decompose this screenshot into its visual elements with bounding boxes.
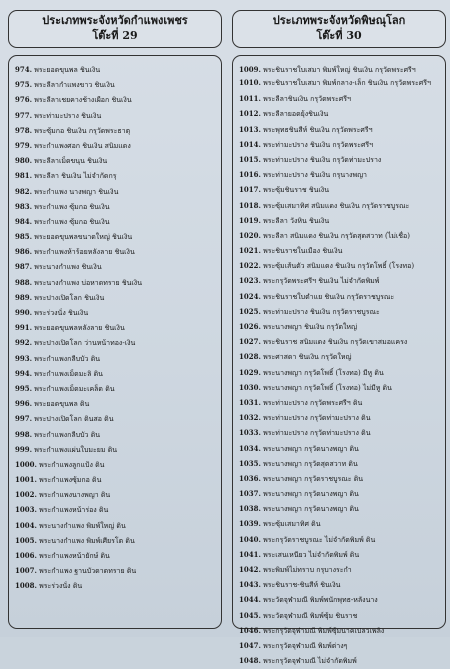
item-number: 1017. <box>239 185 261 195</box>
item-text: พระกำแพงหน้าร่อง ดิน <box>39 506 109 515</box>
item-number: 1007. <box>15 566 37 576</box>
list-item <box>239 198 441 213</box>
item-text: พระชินราชในเมือง ชินเงิน <box>263 247 343 256</box>
item-number: 1037. <box>239 489 261 499</box>
left-title: ประเภทพระจังหวัดกำแพงเพชร <box>42 14 188 27</box>
item-text: พระร่วงนั่ง ชินเงิน <box>34 309 89 317</box>
item-number: 981. <box>15 171 33 181</box>
list-item <box>239 182 441 197</box>
item-number: 990. <box>15 308 33 317</box>
right-title: ประเภทพระจังหวัดพิษณุโลก <box>272 14 406 27</box>
list-item <box>239 319 441 334</box>
list-item <box>239 304 441 319</box>
item-text: พระเสนเหนียว ไม่จำกัดพิมพ์ ดิน <box>263 550 360 559</box>
item-number: 974. <box>15 65 33 74</box>
list-item <box>239 334 441 349</box>
item-text: พระนางพญา กรุวัดสุดสวาท ดิน <box>263 459 358 468</box>
item-text: พระท่ามะปราง ชินเงิน กรุวัดท่ามะปราง <box>263 155 382 164</box>
item-number: 1038. <box>239 504 261 514</box>
item-text: พระท่ามะปราง ชินเงิน กรุนางพญา <box>263 171 367 180</box>
right-list <box>232 55 446 666</box>
item-text: พระยอดขุนพลขนาดใหญ่ ชินเงิน <box>34 233 133 242</box>
item-number: 1028. <box>239 352 261 362</box>
list-item <box>239 562 441 577</box>
list-item <box>15 533 217 548</box>
item-text: พระกรุวัดจุฬามณี พิมพ์ซุ้มนาคเปลวเพลิง <box>263 626 385 635</box>
item-number: 995. <box>15 383 33 393</box>
left-list <box>8 55 222 629</box>
item-number: 1014. <box>239 139 261 149</box>
item-text: พระยอดขุนพล ชินเงิน <box>34 66 101 74</box>
item-text: พระชินราช สนิมแดง ชินเงิน กรุวัดเขาสมอแครง <box>263 338 408 347</box>
right-header <box>232 10 446 48</box>
item-number: 1044. <box>239 595 261 605</box>
list-item <box>15 366 217 381</box>
item-number: 987. <box>15 262 33 272</box>
right-subtitle: โต๊ะที่ 30 <box>316 29 362 42</box>
item-number: 989. <box>15 292 33 302</box>
item-text: พระกรุวัดพระศรีฯ ชินเงิน ไม่จำกัดพิมพ์ <box>263 277 380 286</box>
item-number: 1013. <box>239 124 261 134</box>
list-item <box>239 77 441 89</box>
item-text: พระลีลา ชินเงิน ไม่จำกัดกรุ <box>34 172 117 181</box>
list-item <box>15 259 217 274</box>
item-text: พระพิมพ์ไม่ทราบ กรุบางระกำ <box>263 566 352 574</box>
list-item <box>239 441 441 456</box>
list-item <box>15 123 217 138</box>
item-number: 1030. <box>239 382 261 392</box>
item-number: 994. <box>15 368 33 378</box>
list-item <box>239 471 441 486</box>
item-number: 1010. <box>239 78 261 88</box>
item-text: พระกำแพงศอก ชินเงิน สนิมแดง <box>34 141 131 150</box>
item-number: 1018. <box>239 200 261 210</box>
item-number: 1009. <box>239 65 261 74</box>
item-text: พระวัดจุฬามณี พิมพ์ซุ้ม ชินราช <box>263 611 358 620</box>
list-item <box>15 320 217 335</box>
item-number: 1005. <box>15 535 37 545</box>
item-text: พระท่ามะปราง กรุวัดท่ามะปราง ดิน <box>263 414 371 423</box>
item-text: พระลีลาเชยคางช้างเผือก ชินเงิน <box>34 96 132 105</box>
item-text: พระศาสดา ชินเงิน กรุวัดใหญ่ <box>263 353 352 362</box>
item-text: พระท่ามะปราง กรุวัดท่ามะปราง ดิน <box>263 429 371 438</box>
list-item <box>239 243 441 258</box>
item-text: พระกำแพง นางพญา ชินเงิน <box>34 187 119 196</box>
item-text: พระวัดจุฬามณี พิมพ์พนักพุทธ-หลังนาง <box>263 596 378 605</box>
item-number: 980. <box>15 156 33 166</box>
item-number: 1026. <box>239 322 261 331</box>
item-number: 1015. <box>239 154 261 164</box>
item-text: พระนางกำแพง บ่อหาดทราย ชินเงิน <box>34 278 143 287</box>
item-number: 976. <box>15 95 33 105</box>
list-item <box>15 92 217 107</box>
item-text: พระร่วงนั่ง ดิน <box>39 582 83 591</box>
item-text: พระกำแพง ซุ้มกอ ชินเงิน <box>34 202 110 211</box>
item-number: 986. <box>15 247 33 257</box>
item-number: 1021. <box>239 246 261 256</box>
list-item <box>239 258 441 273</box>
item-number: 1024. <box>239 291 261 301</box>
item-text: พระกำแพงลูกแป้ง ดิน <box>39 460 105 469</box>
item-text: พระกำแพงกลีบบัว ดิน <box>34 430 101 439</box>
list-item <box>15 335 217 350</box>
item-text: พระนางกำแพง ชินเงิน <box>34 263 102 272</box>
item-number: 1031. <box>239 397 261 407</box>
list-item <box>239 167 441 182</box>
item-number: 993. <box>15 353 33 363</box>
list-item <box>239 91 441 106</box>
item-number: 1046. <box>239 625 261 635</box>
item-text: พระกำแพงเม็ดมะลิ ดิน <box>34 369 103 378</box>
list-item <box>15 518 217 533</box>
item-number: 1012. <box>239 109 261 119</box>
list-item <box>239 152 441 167</box>
list-item <box>15 229 217 244</box>
item-number: 1039. <box>239 519 261 529</box>
item-text: พระนางพญา กรุวัดนางพญา ดิน <box>263 490 359 499</box>
item-text: พระยอดขุนพลหลังลาย ชินเงิน <box>34 324 125 333</box>
list-item <box>239 213 441 228</box>
item-number: 1027. <box>239 337 261 347</box>
item-number: 1048. <box>239 656 261 666</box>
list-item <box>15 214 217 229</box>
item-number: 1023. <box>239 276 261 286</box>
item-text: พระนางพญา กรุวัดราชบูรณะ ดิน <box>263 474 364 483</box>
item-number: 1002. <box>15 490 37 500</box>
list-item <box>239 486 441 501</box>
list-item <box>239 289 441 304</box>
item-text: พระนางพญา กรุวัดนางพญา ดิน <box>263 505 359 514</box>
item-text: พระชินราชใบตำแย ชินเงิน กรุวัดราชบูรณะ <box>263 292 395 301</box>
item-number: 1000. <box>15 459 37 469</box>
list-item <box>15 184 217 199</box>
item-text: พระกำแพง ซุ้มกอ ชินเงิน <box>34 217 110 226</box>
list-item <box>239 608 441 623</box>
list-item <box>239 425 441 440</box>
item-text: พระกรุวัดจุฬามณี ไม่จำกัดพิมพ์ <box>263 657 357 666</box>
item-text: พระกำแพงซุ้มกอ ดิน <box>39 476 102 485</box>
list-item <box>239 516 441 531</box>
item-number: 1003. <box>15 505 37 515</box>
item-text: พระท่ามะปราง ชินเงิน กรุวัดพระศรีฯ <box>263 140 374 149</box>
list-item <box>15 290 217 305</box>
right-column <box>232 10 446 666</box>
item-number: 997. <box>15 414 33 424</box>
item-text: พระนางกำแพง พิมพ์ใหญ่ ดิน <box>39 521 126 530</box>
item-text: พระกำแพงกลีบบัว ดิน <box>34 354 101 363</box>
item-number: 1047. <box>239 640 261 650</box>
item-number: 998. <box>15 429 33 439</box>
list-item <box>239 349 441 364</box>
item-number: 1042. <box>239 565 261 574</box>
item-text: พระกำแพงห้าร้อยหลังลาย ชินเงิน <box>34 248 135 257</box>
item-text: พระปางเปิดโลก ชินเงิน <box>34 293 105 302</box>
list-item <box>15 305 217 320</box>
list-item <box>239 532 441 547</box>
list-item <box>15 199 217 214</box>
list-item <box>15 396 217 411</box>
item-number: 985. <box>15 232 33 242</box>
item-number: 992. <box>15 338 33 348</box>
item-text: พระชินราช-ชินสีห์ ชินเงิน <box>263 581 341 590</box>
list-item <box>15 411 217 426</box>
item-text: พระกรุวัดจุฬามณี พิมพ์ต่างๆ <box>263 641 348 650</box>
list-item <box>15 502 217 517</box>
item-text: พระลีลา สนิมแดง ชินเงิน กรุวัดสุดสวาท (ไม่เชื่อ) <box>263 231 410 240</box>
list-item <box>239 456 441 471</box>
item-text: พระท่ามะปราง กรุวัดพระศรีฯ ดิน <box>263 398 363 407</box>
item-text: พระซุ้มชินราช ชินเงิน <box>263 186 329 195</box>
item-text: พระนางพญา กรุวัดโพธิ์ (โรงทอ) มีหู ดิน <box>263 368 384 377</box>
item-text: พระซุ้มเส้นตัว สนิมแดง ชินเงิน กรุวัดโพธิ์ (โรงทอ) <box>263 262 415 271</box>
item-number: 1025. <box>239 306 261 316</box>
item-number: 983. <box>15 201 33 211</box>
item-text: พระยอดขุนพล ดิน <box>34 400 90 409</box>
item-number: 1034. <box>239 443 261 453</box>
item-number: 1019. <box>239 215 261 225</box>
item-number: 1043. <box>239 580 261 590</box>
item-text: พระปางเปิดโลก ว่านหน้าทอง-เงิน <box>34 339 136 348</box>
item-number: 1016. <box>239 170 261 180</box>
item-number: 1008. <box>15 581 37 591</box>
item-text: พระท่ามะปราง ชินเงิน กรุวัดราชบูรณะ <box>263 307 380 316</box>
item-text: พระนางพญา ชินเงิน กรุวัดใหญ่ <box>263 323 357 331</box>
list-item <box>15 548 217 563</box>
list-item <box>15 168 217 183</box>
item-text: พระลีลาชินเงิน กรุวัดพระศรีฯ <box>263 95 351 104</box>
item-number: 1033. <box>239 428 261 438</box>
item-number: 1011. <box>239 94 261 104</box>
item-text: พระซุ้มเสมาทิศ สนิมแดง ชินเงิน กรุวัดราชบูรณะ <box>263 201 410 210</box>
item-number: 1001. <box>15 475 37 485</box>
item-text: พระกำแพงหน้ายักษ์ ดิน <box>39 552 110 560</box>
item-text: พระลีลากำแพงขาว ชินเงิน <box>34 81 115 90</box>
item-number: 1040. <box>239 534 261 544</box>
list-item <box>15 77 217 92</box>
item-number: 991. <box>15 323 33 333</box>
item-text: พระซุ้มเสมาทิศ ดิน <box>263 520 321 529</box>
list-item <box>239 592 441 607</box>
list-item <box>15 153 217 168</box>
list-item <box>239 410 441 425</box>
left-column <box>8 10 222 629</box>
item-number: 999. <box>15 444 33 454</box>
list-item <box>239 62 441 77</box>
item-number: 984. <box>15 216 33 226</box>
list-item <box>239 501 441 516</box>
list-item <box>239 380 441 395</box>
list-item <box>15 275 217 290</box>
item-text: พระพุทธชินสีห์ ชินเงิน กรุวัดพระศรีฯ <box>263 125 373 134</box>
list-item <box>15 487 217 502</box>
left-header <box>8 10 222 48</box>
list-item <box>239 638 441 653</box>
item-number: 996. <box>15 399 33 409</box>
item-text: พระกำแพงแผ่นใบมะยม ดิน <box>34 445 118 454</box>
item-number: 1020. <box>239 230 261 240</box>
list-item <box>15 563 217 578</box>
item-text: พระซุ้มกอ ชินเงิน กรุวัดพระธาตุ <box>34 126 131 135</box>
list-item <box>15 578 217 593</box>
item-number: 1004. <box>15 520 37 530</box>
list-item <box>239 623 441 638</box>
list-item <box>239 228 441 243</box>
list-item <box>15 472 217 487</box>
list-item <box>239 653 441 668</box>
item-number: 1036. <box>239 473 261 483</box>
item-number: 982. <box>15 186 33 196</box>
item-number: 1029. <box>239 367 261 377</box>
list-item <box>15 244 217 259</box>
item-text: พระนางกำแพง พิมพ์เศียรโต ดิน <box>39 536 135 545</box>
list-item <box>15 138 217 153</box>
left-subtitle: โต๊ะที่ 29 <box>92 29 138 42</box>
list-item <box>239 365 441 380</box>
item-text: พระท่ามะปราง ชินเงิน <box>34 111 102 120</box>
item-number: 1006. <box>15 551 37 560</box>
item-text: พระชินราชใบเสมา พิมพ์กลาง-เล็ก ชินเงิน กรุวัดพระศรีฯ <box>263 79 431 88</box>
item-text: พระลีลา วังหิน ชินเงิน <box>263 216 330 225</box>
item-text: พระกำแพงเม็ดมะเคล็ด ดิน <box>34 384 115 393</box>
list-item <box>15 427 217 442</box>
item-number: 975. <box>15 80 33 90</box>
item-text: พระนางพญา กรุวัดนางพญา ดิน <box>263 444 359 453</box>
list-item <box>239 577 441 592</box>
item-number: 1035. <box>239 458 261 468</box>
item-text: พระลีลาเม็ดขนุน ชินเงิน <box>34 157 108 166</box>
list-item <box>239 273 441 288</box>
item-text: พระกำแพง ฐานบัวดาดทราย ดิน <box>39 567 137 576</box>
list-item <box>15 62 217 77</box>
item-number: 977. <box>15 110 33 120</box>
list-item <box>239 106 441 121</box>
list-item <box>15 442 217 457</box>
list-item <box>239 137 441 152</box>
item-text: พระกรุวัดราชบูรณะ ไม่จำกัดพิมพ์ ดิน <box>263 535 376 544</box>
item-text: พระลีลายอดยุ้งชินเงิน <box>263 110 329 119</box>
list-item <box>15 381 217 396</box>
list-item <box>15 457 217 472</box>
item-number: 978. <box>15 125 33 135</box>
item-number: 1032. <box>239 413 261 423</box>
item-text: พระชินราชใบเสมา พิมพ์ใหญ่ ชินเงิน กรุวัดพระศรีฯ <box>263 66 416 74</box>
list-item <box>239 547 441 562</box>
item-number: 1022. <box>239 261 261 271</box>
item-number: 1041. <box>239 549 261 559</box>
item-text: พระปางเปิดโลก ดินสอ ดิน <box>34 415 114 424</box>
list-item <box>15 351 217 366</box>
item-number: 988. <box>15 277 33 287</box>
item-text: พระกำแพงนางพญา ดิน <box>39 491 111 500</box>
list-item <box>239 122 441 137</box>
item-text: พระนางพญา กรุวัดโพธิ์ (โรงทอ) ไม่มีหู ดิน <box>263 383 392 392</box>
list-item <box>15 108 217 123</box>
list-item <box>239 395 441 410</box>
item-number: 1045. <box>239 610 261 620</box>
item-number: 979. <box>15 140 33 150</box>
